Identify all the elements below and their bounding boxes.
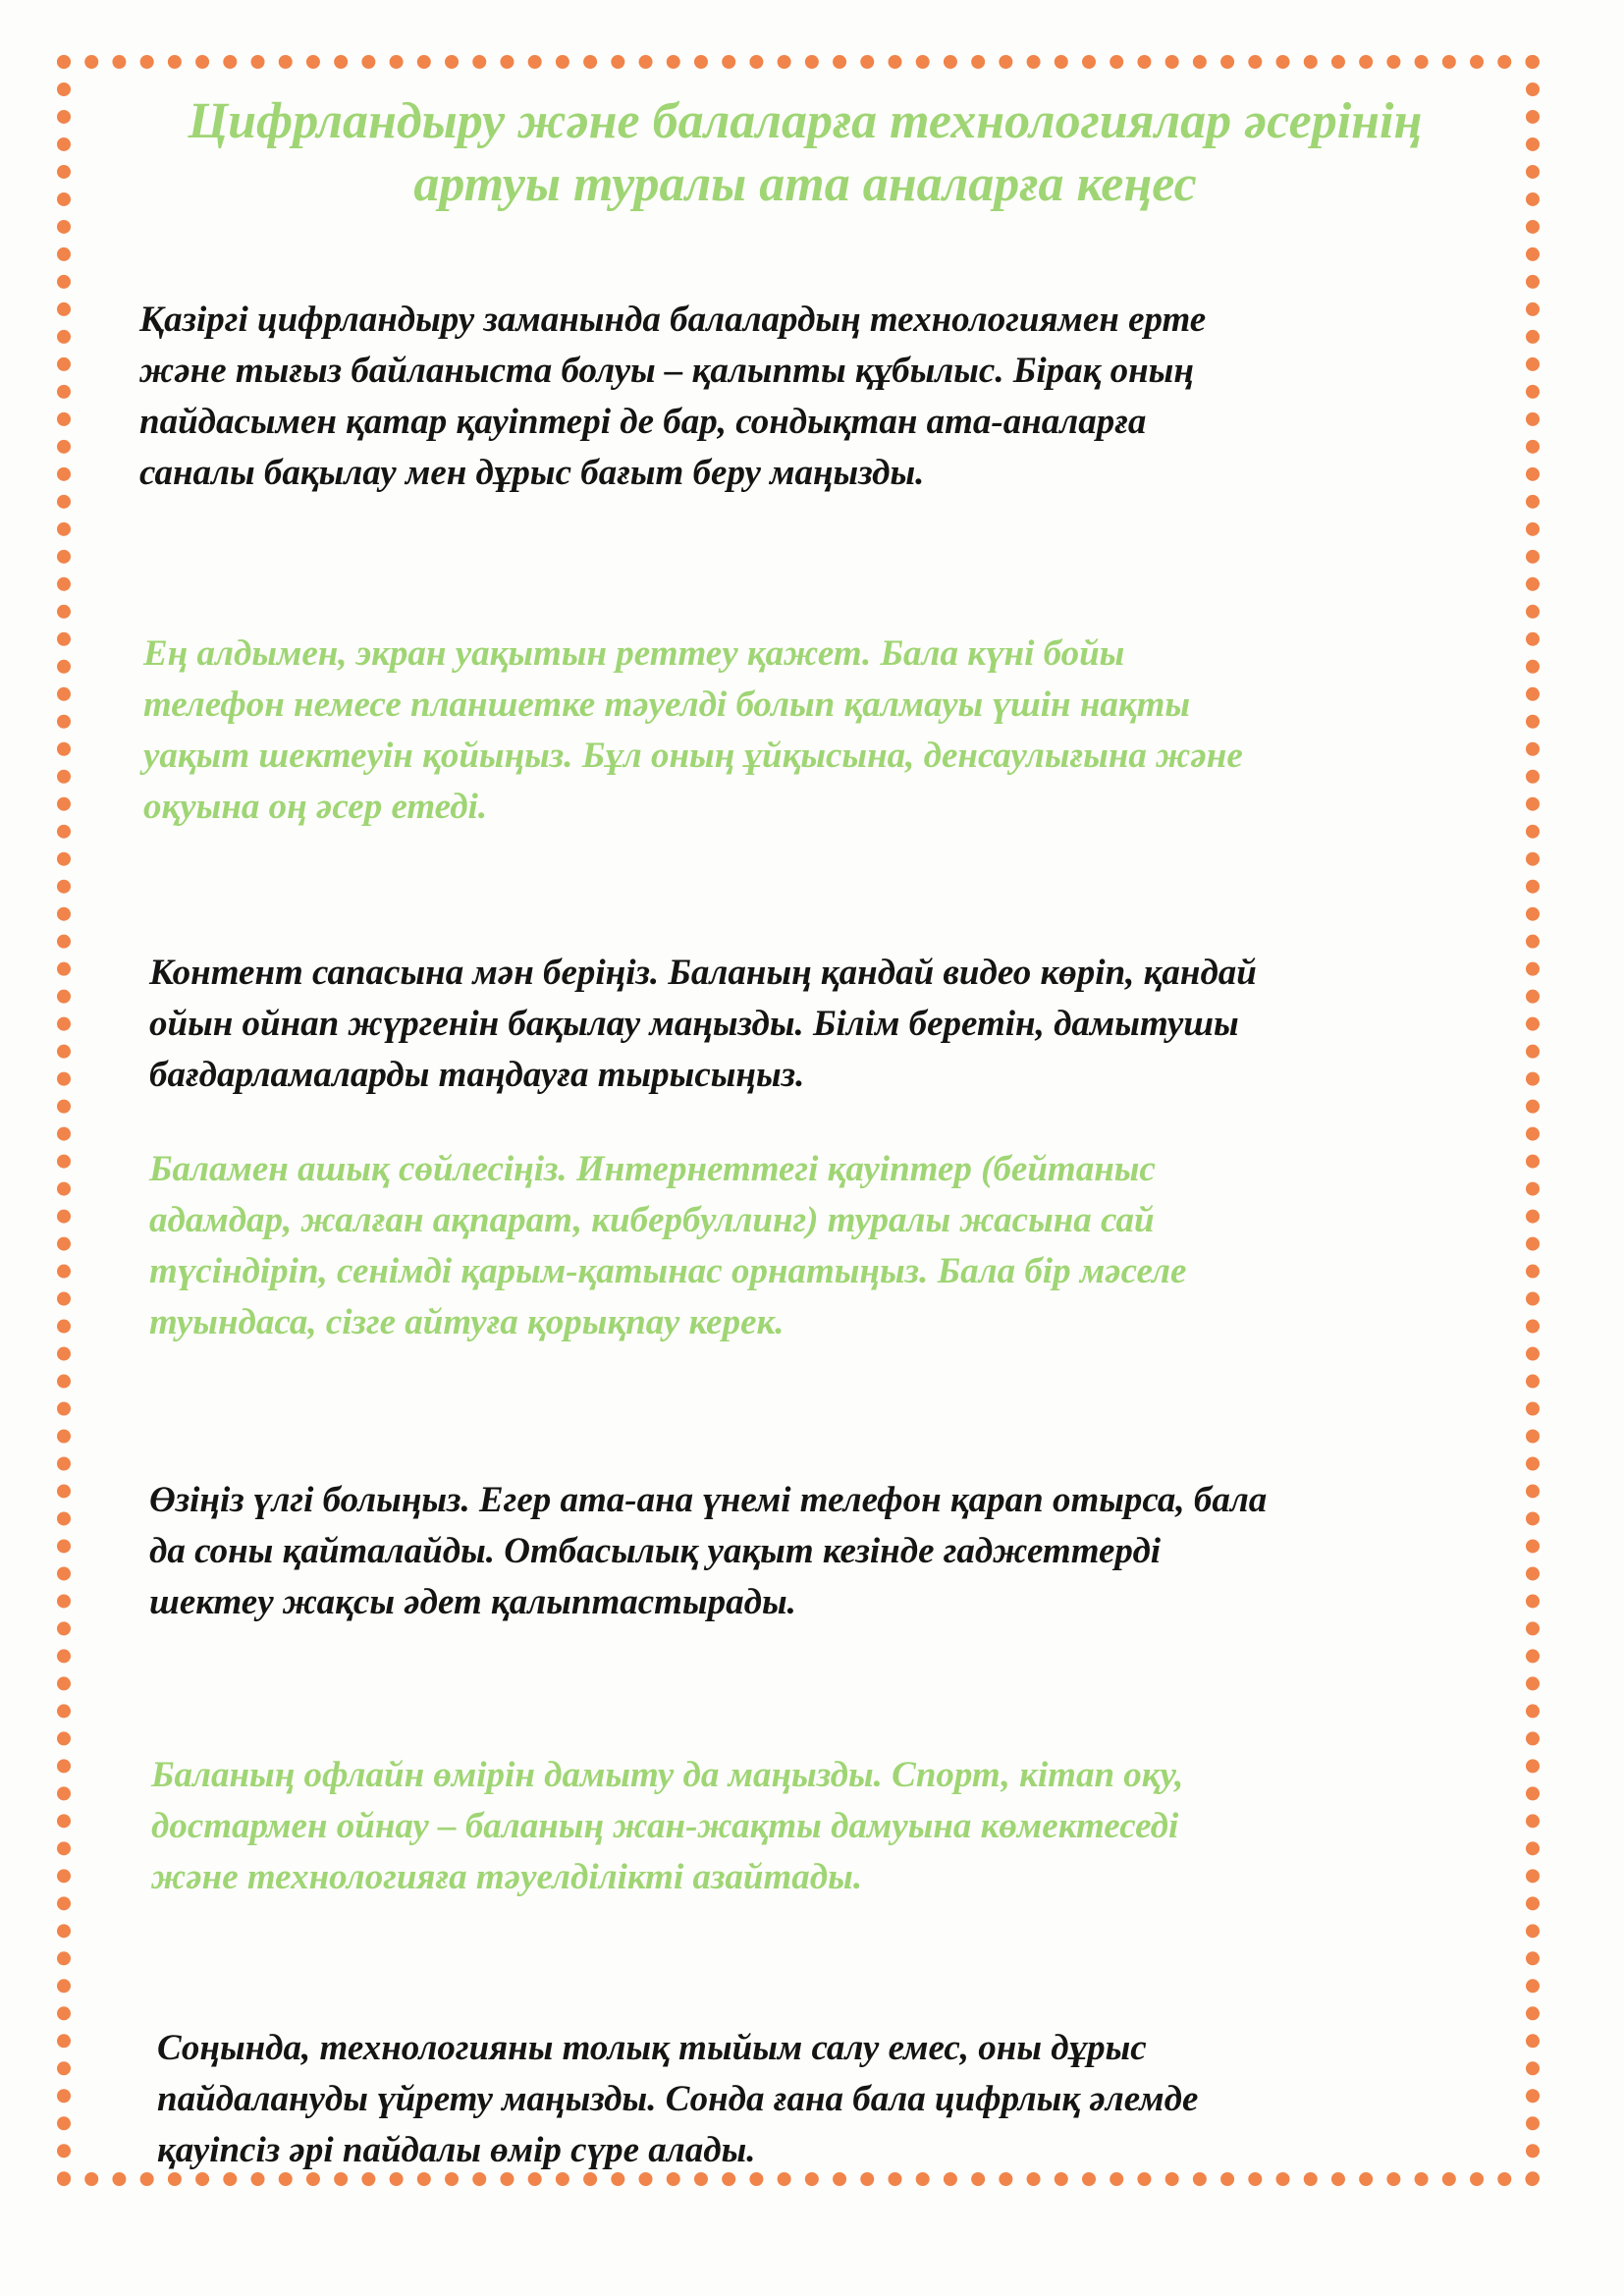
text-line: да соны қайталайды. Отбасылық уақыт кезінде гаджеттерді (149, 1531, 1162, 1571)
text-line: пайдасымен қатар қауіптері де бар, сондықтан ата-аналарға (139, 402, 1147, 442)
text-line: қауіпсіз әрі пайдалы өмір сүре алады. (157, 2130, 756, 2170)
content-quality-paragraph (149, 948, 1504, 1101)
text-line: уақыт шектеуін қойыңыз. Бұл оның ұйқысына, денсаулығына және (143, 736, 1243, 776)
text-line: Ең алдымен, экран уақытын реттеу қажет. Бала күні бойы (143, 633, 1125, 674)
title-line-2: артуы туралы ата аналарға кеңес (413, 156, 1197, 212)
text-line: пайдалануды үйрету маңызды. Сонда ғана бала цифрлық әлемде (157, 2079, 1199, 2119)
offline-life-paragraph (151, 1750, 1506, 1903)
role-model-paragraph (149, 1475, 1514, 1628)
text-line: және тығыз байланыста болуы – қалыпты құбылыс. Бірақ оның (139, 351, 1194, 391)
intro-paragraph (139, 295, 1485, 499)
text-line: туындаса, сізге айтуға қорықпау керек. (149, 1302, 785, 1342)
text-line: ойын ойнап жүргенін бақылау маңызды. Білім беретін, дамытушы (149, 1004, 1239, 1044)
text-line: шектеу жақсы әдет қалыптастырады. (149, 1582, 796, 1622)
text-line: адамдар, жалған ақпарат, кибербуллинг) туралы жасына сай (149, 1200, 1155, 1240)
text-line: Баламен ашық сөйлесіңіз. Интернеттегі қауіптер (бейтаныс (149, 1149, 1156, 1189)
open-talk-paragraph (149, 1144, 1504, 1348)
text-line: Өзіңіз үлгі болыңыз. Егер ата-ана үнемі телефон қарап отырса, бала (149, 1480, 1268, 1520)
text-line: және технологияға тәуелділікті азайтады. (151, 1857, 863, 1897)
text-line: телефон немесе планшетке тәуелді болып қалмауы үшін нақты (143, 684, 1191, 725)
conclusion-paragraph (157, 2023, 1512, 2176)
text-line: оқуына оң әсер етеді. (143, 787, 488, 827)
page-title (98, 90, 1512, 216)
text-line: Соңында, технологияны толық тыйым салу емес, оны дұрыс (157, 2028, 1147, 2068)
title-line-1: Цифрландыру және балаларға технологиялар әсерінің (188, 93, 1423, 149)
text-line: Баланың офлайн өмірін дамыту да маңызды. Спорт, кітап оқу, (151, 1755, 1184, 1795)
text-line: бағдарламаларды таңдауға тырысыңыз. (149, 1055, 805, 1095)
text-line: саналы бақылау мен дұрыс бағыт беру маңызды. (139, 453, 925, 493)
screen-time-paragraph (143, 629, 1498, 833)
text-line: түсіндіріп, сенімді қарым-қатынас орнатыңыз. Бала бір мәселе (149, 1251, 1187, 1291)
text-line: Контент сапасына мән беріңіз. Баланың қандай видео көріп, қандай (149, 953, 1257, 993)
text-line: достармен ойнау – баланың жан-жақты дамуына көмектеседі (151, 1806, 1179, 1846)
text-line: Қазіргі цифрландыру заманында балалардың технологиямен ерте (139, 300, 1207, 340)
